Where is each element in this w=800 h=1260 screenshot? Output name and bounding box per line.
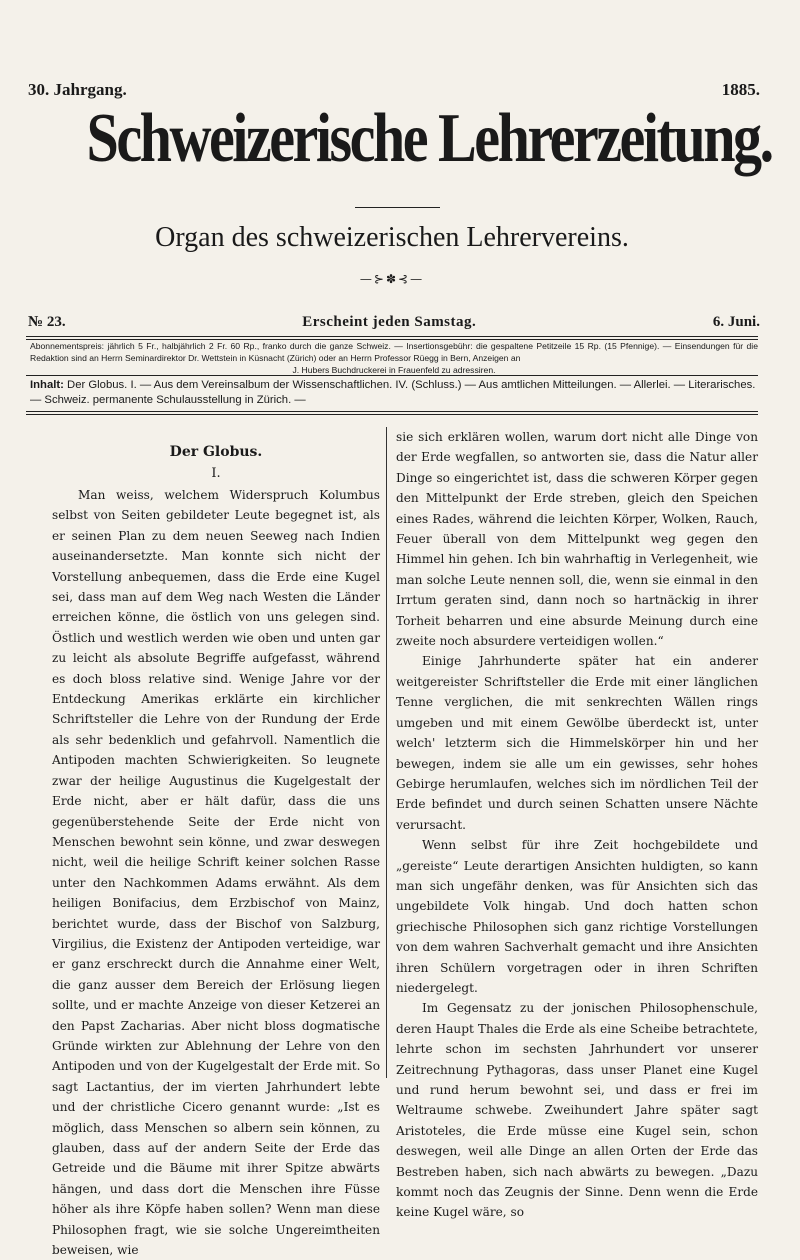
article-title: Der Globus.: [169, 444, 263, 460]
publication-frequency: Erscheint jeden Samstag.: [302, 314, 477, 330]
year-label: 1885.: [721, 80, 760, 99]
subscription-line-3: J. Hubers Buchdruckerei in Frauenfeld zu adressiren.: [292, 365, 496, 375]
newspaper-subtitle: Organ des schweizerischen Lehrervereins.: [155, 222, 629, 253]
volume-year-line: [28, 80, 760, 100]
subscription-info: [30, 340, 758, 376]
issue-number: № 23.: [28, 314, 66, 330]
article-paragraph: Einige Jahrhunderte später hat ein anderer weitgereister Schriftsteller die Erde mit einer länglichen Tenne verglichen, die mit senkrechten Wällen rings umgeben und mit einem Gewölbe überdeckt ist, unter welch' letzterm sich die Himmelskörper hin und her bewegen, indem sie alle um ein gewisses, sehr hohes Gebirge herumlaufen, welches sich im nördlichen Teil der Erde befindet und durch seinen Schatten unsere Nächte verursacht.: [396, 654, 758, 832]
newspaper-title: Schweizerische Lehrerzeitung.: [86, 100, 772, 177]
rule-bottom: [26, 411, 758, 412]
article-part-number: I.: [211, 466, 221, 481]
column-divider: [386, 427, 387, 1078]
article-paragraph: Wenn selbst für ihre Zeit hochgebildete und „gereiste“ Leute derartigen Ansichten huldigten, so kann man sich ungefähr denken, was für Ansichten sich das ungebildete Volk hingab. Und doch hatten schon griechische Philosophen sich ganz richtige Vorstellungen von dem wahren Sachverhalt gemacht und ihre Ansichten ihren Schülern vorgetragen oder in ihren Schriften niedergelegt.: [396, 838, 758, 995]
issue-date: 6. Juni.: [712, 314, 760, 330]
title-divider: [355, 207, 440, 208]
subscription-line-1: Abonnementspreis: jährlich 5 Fr., halbjährlich 2 Fr. 60 Rp., franko durch die ganze Schweiz. — Insertionsgebühr: die gespaltene Petitzeile 15 Rp. (15 Pfennige). —: [30, 341, 672, 351]
rule-mid: [26, 375, 758, 376]
contents-text: Der Globus. I. — Aus dem Vereinsalbum der Wissenschaftlichen. IV. (Schluss.) — Aus amtlichen Mitteilungen. — Allerlei. — Literarisches. — Schweiz. permanente Schulausstellung in Zürich. —: [30, 379, 756, 406]
article-paragraph: Man weiss, welchem Widerspruch Kolumbus selbst von Seiten gebildeter Leute begegnet ist, als er seinen Plan zu dem neuen Seeweg nach Indien auseinandersetzte. Man konnte sich nicht der Vorstellung anbequemen, dass die Erde eine Kugel sei, dass man auf dem Weg nach Westen die Länder erreichen könne, die östlich von uns gelegen sind. Östlich und westlich werden wie oben und unten gar zu leicht als absolute Begriffe aufgefasst, während es doch bloss relative sind. Wenige Jahre vor der Entdeckung Amerikas erklärte ein kirchlicher Schriftsteller die Lehre von der Rundung der Erde als sehr bedenklich und gefahrvoll. Namentlich die Antipoden machten Schwierigkeiten. So leugnete zwar der heilige Augustinus die Kugelgestalt der Erde nicht, aber er hält dafür, dass die uns gegenüberstehende Seite der Erde nicht von Menschen bewohnt sein könne, und zwar deswegen nicht, weil die heilige Schrift keiner solchen Rasse unter den Nachkommen Adams erwähnt. Als dem heiligen Bonifacius, dem Erzbischof von Mainz, berichtet wurde, dass der Bischof von Salzburg, Virgilius, die Existenz der Antipoden verteidige, war er ganz erschreckt durch die Annahme einer Welt, die ganz ausser dem Bereich der Erlösung liegen sollte, und er machte Anzeige von dieser Ketzerei an den Papst Zacharias. Aber nicht bloss dogmatische Gründe wirkten zur Ablehnung der Lehre von den Antipoden und von der Kugelgestalt der Erde mit. So sagt Lactantius, der im vierten Jahrhundert lebte und der christliche Cicero genannt wurde: „Ist es möglich, dass Menschen so albern sein können, zu glauben, dass auf der andern Seite der Erde das Getreide und die Bäume mit ihrer Spitze abwärts hängen, und dass dort die Menschen ihre Füsse höher als ihre Köpfe haben sollen? Wenn man diese Philosophen fragt, wie sie solche Ungereimtheiten beweisen, wie: [52, 488, 380, 1258]
article-column-left: [52, 427, 380, 1260]
article-paragraph: Im Gegensatz zu der jonischen Philosophenschule, deren Haupt Thales die Erde als eine Scheibe betrachtete, lehrte schon im sechsten Jahrhundert vor unserer Zeitrechnung Pythagoras, dass unser Planet eine Kugel und rund herum bewohnt sei, und dass er frei im Weltraume schwebe. Zweihundert Jahre später sagt Aristoteles, die Erde müsse eine Kugel sein, schon deswegen, weil alle Dinge an allen Orten der Erde das Bestreben haben, sich nach abwärts zu bewegen. „Dazu kommt noch das Zeugnis der Sinne. Denn wenn die Erde keine Kugel wäre, so: [396, 1001, 758, 1220]
ornament-divider: —⊱✽⊰—: [359, 272, 425, 286]
rule-bottom-2: [26, 414, 758, 415]
subscription-line-2: Einsendungen für die Redaktion sind an Herrn Seminardirektor Dr. Wettstein in Küsnacht (Zürich) oder an Herrn Professor Rüegg in Bern, Anzeigen an: [30, 341, 758, 363]
table-of-contents: [30, 378, 758, 408]
article-paragraph: sie sich erklären wollen, warum dort nicht alle Dinge von der Erde wegfallen, so antworten sie, dass die Natur aller Dinge so eingerichtet ist, dass die schweren Körper gegen den Mittelpunkt der Erde streben, gleich den Speichen eines Rades, während die leichten Körper, Wolken, Rauch, Feuer überall von dem Mittelpunkt weg gegen den Himmel hin gehen. Ich bin wahrhaftig in Verlegenheit, wie man solche Leute nennen soll, die, wenn sie einmal in den Irrtum geraten sind, dann noch so hartnäckig in ihrer Torheit beharren und eine absurde Meinung durch eine zweite noch absurdere verteidigen wollen.“: [396, 430, 758, 649]
contents-label: Inhalt:: [30, 379, 64, 391]
volume-label: 30. Jahrgang.: [28, 80, 127, 99]
article-column-right: [396, 427, 758, 1223]
rule-top: [26, 336, 758, 337]
issue-line: [28, 314, 760, 331]
